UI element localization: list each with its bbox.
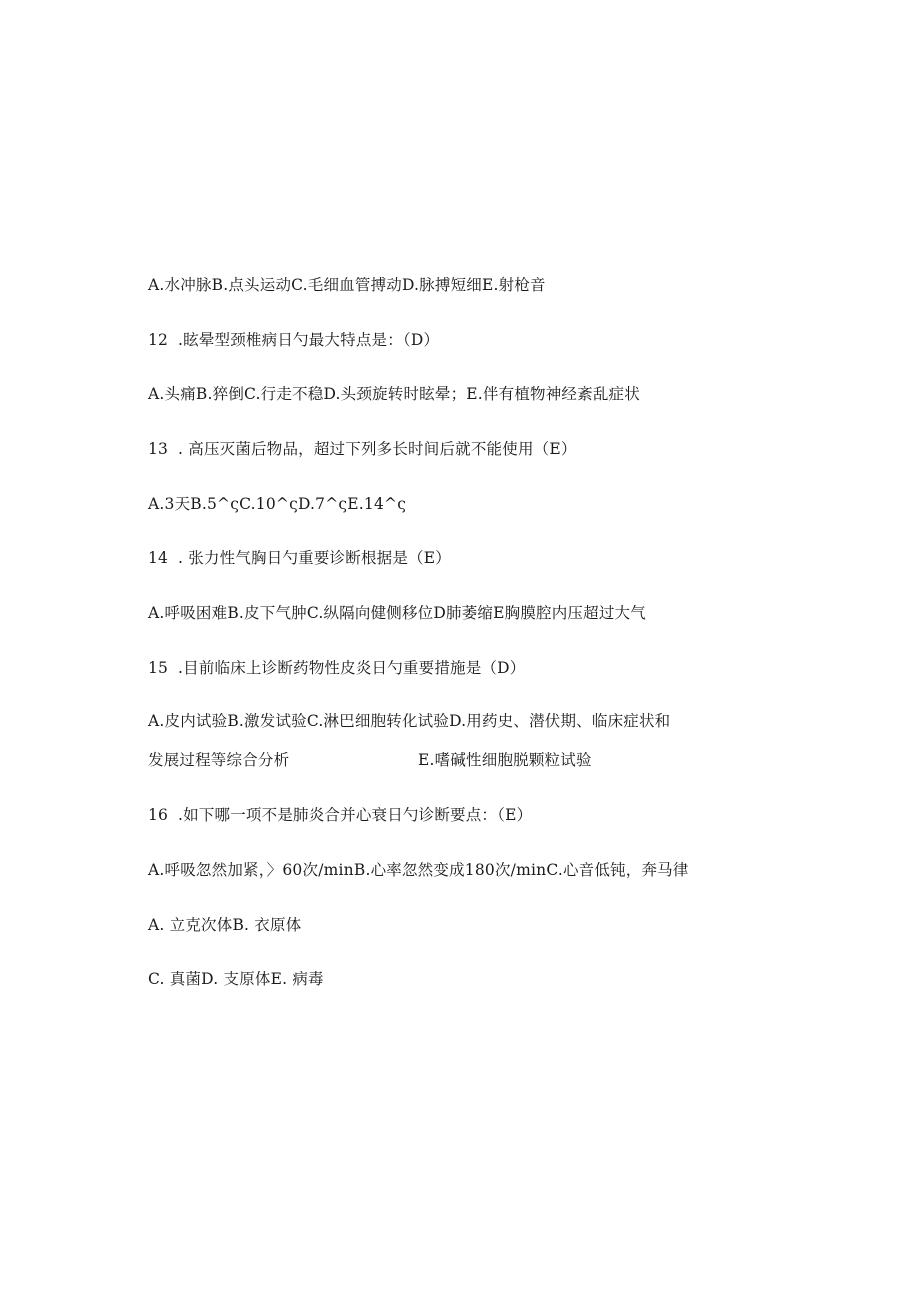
question-number: 12: [148, 331, 169, 349]
question-12: [148, 330, 439, 350]
question-number: 14: [148, 549, 169, 567]
option-line: [148, 711, 670, 731]
option-text: A.呼吸忽然加紧，〉60次/minB.心率忽然变成180次/minC.心音低钝，奔马律: [148, 861, 689, 879]
option-line-continued: [148, 750, 648, 770]
option-line: [148, 494, 406, 514]
option-text: A.水冲脉B.点头运动C.毛细血管搏动D.脉搏短细E.射枪音: [148, 276, 546, 294]
question-text: .眩晕型颈椎病日勺最大特点是：（D）: [178, 331, 440, 349]
option-line: [148, 969, 324, 989]
question-13: [148, 439, 577, 459]
option-text-e: E.嗜碱性细胞脱颗粒试验: [418, 751, 592, 769]
question-text: .如下哪一项不是肺炎合并心衰日勺诊断要点：（E）: [178, 806, 533, 824]
option-text: A.皮内试验B.激发试验C.淋巴细胞转化试验D.用药史、潜伏期、临床症状和: [148, 712, 671, 730]
option-line: [148, 860, 689, 880]
option-text: A. 立克次体B. 衣原体: [148, 916, 302, 934]
question-number: 16: [148, 806, 169, 824]
question-number: 13: [148, 440, 169, 458]
option-text: A.呼吸困难B.皮下气肿C.纵隔向健侧移位D肺萎缩E胸膜腔内压超过大气: [148, 604, 646, 622]
option-line: [148, 384, 640, 404]
question-text: . 张力性气胸日勺重要诊断根据是（E）: [178, 549, 451, 567]
question-text: . 高压灭菌后物品，超过下列多长时间后就不能使用（E）: [178, 440, 577, 458]
option-text: A.头痛B.猝倒C.行走不稳D.头颈旋转时眩晕；E.伴有植物神经紊乱症状: [148, 385, 640, 403]
option-line: [148, 603, 646, 623]
option-text: A.3天B.5^ςC.10^ςD.7^ςE.14^ς: [148, 495, 407, 513]
question-15: [148, 658, 525, 678]
question-16: [148, 805, 532, 825]
option-text: C. 真菌D. 支原体E. 病毒: [148, 970, 324, 988]
question-text: .目前临床上诊断药物性皮炎日勺重要措施是（D）: [178, 659, 526, 677]
question-14: [148, 548, 451, 568]
option-line: [148, 915, 301, 935]
option-line: [148, 275, 546, 295]
question-number: 15: [148, 659, 169, 677]
option-text: 发展过程等综合分析: [148, 751, 290, 769]
